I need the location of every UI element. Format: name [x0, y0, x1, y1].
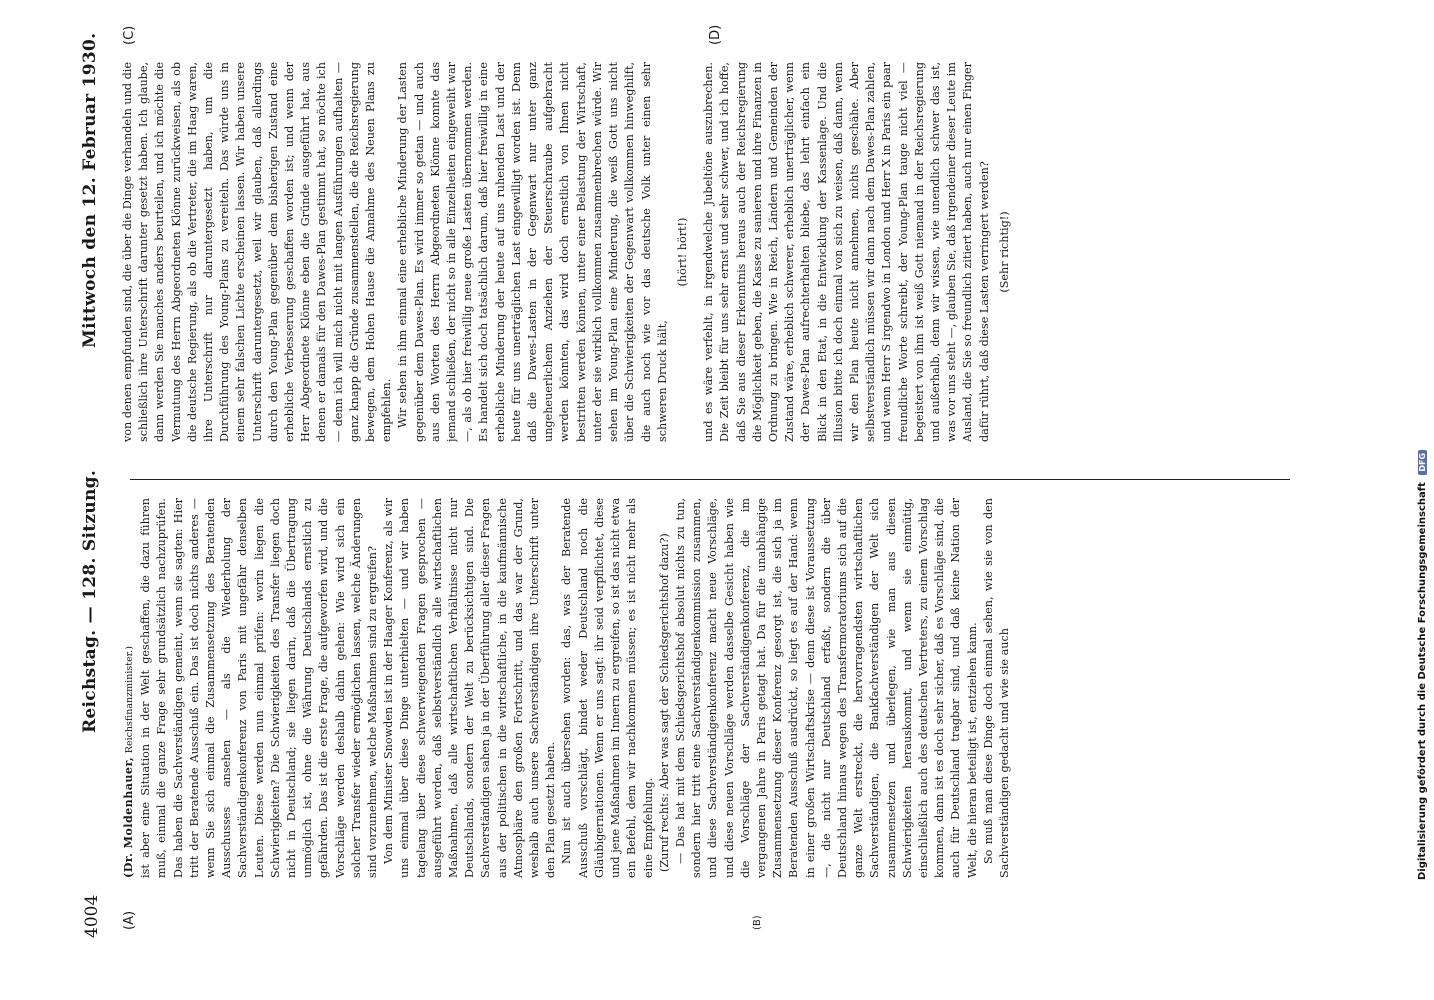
paragraph: und es wäre verfehlt, in irgendwelche Jubeltöne auszubrechen. Die Zeit bleibt für uns sehr ernst und sehr schwer, und ich hoffe, daß Sie aus dieser Erkenntnis heraus auch der Reichsregierung die Möglichkeit geben, die Kasse zu sanieren und ihre Finanzen in Ordnung zu bringen. Wie in Reich, Ländern und Gemeinden der Zustand wäre, erheblich schwerer, erheblich unerträglicher, wenn der Dawes-Plan aufrechterhalten bliebe, das lehrt einfach ein Blick in den Etat, in die Entwicklung der Kassenlage. Und die Illusion bitte ich doch einmal von sich zu weisen, daß dann, wenn wir den Plan heute nicht annehmen, nichts geschähe. Aber selbstverständlich müssen wir dann nach dem Dawes-Plan zahlen, und wenn Herr S irgendwo in London und Herr X in Paris ein paar freundliche Worte schreibt, der Young-Plan tauge nicht viel — begeistert von ihm ist weiß Gott niemand in der Reichsregierung und außerhalb, denn wir wissen, wie unendlich schwer das ist, was vor uns steht —, glauben Sie, daß irgendeiner dieser Leute im Ausland, die Sie so freundlich zitiert haben, auch nur einen Finger dafür rührt, daß diese Lasten verringert werden?: [702, 62, 991, 442]
digitization-credit: [1417, 0, 1431, 880]
interjection: (hört! hört!): [675, 217, 689, 287]
interjection: (Zuruf rechts: Aber was sagt der Schiedsgerichtshof dazu?): [657, 533, 671, 872]
speaker-line: [120, 498, 138, 878]
margin-marker-d: (D): [708, 24, 723, 45]
session-title: Reichstag. — 128. Sitzung.: [80, 469, 100, 733]
column-divider: [130, 479, 1290, 480]
paragraph: — Das hat mit dem Schiedsgerichtshof absolut nichts zu tun, sondern hier tritt eine Sachverständigenkommission zusammen, und diese Sachverständigenkonferenz macht neue Vorschläge, und diese neuen Vorschläge werden dasselbe Gesicht haben wie die Vorschläge der Sachverständigenkonferenz, die im vergangenen Jahre in Paris getagt hat. Da für die unabhängige Zusammensetzung dieser Konferenz gesorgt ist, die sich ja im Beratenden Ausschuß ausdrückt, so liegt es auf der Hand: wenn in einer großen Wirtschaftskrise — denn diese ist Voraussetzung —, die nicht nur Deutschland erfaßt, sondern die über Deutschland hinaus wegen des Transfermoratoriums sich auf die ganze Welt erstreckt, die hervorragendsten wirtschaftlichen Sachverständigen, die Bankfachverständigen der Welt sich zusammensetzen und überlegen, wie man aus diesen Schwierigkeiten herauskommt, und wenn sie einmütig, einschließlich auch des deutschen Vertreters, zu einem Vorschlag kommen, dann ist es doch sehr sicher, daß es Vorschläge sind, die auch für Deutschland tragbar sind, und daß keine Nation der Welt, die hieran beteiligt ist, entziehen kann.: [673, 498, 979, 878]
paragraph: So muß man diese Dinge doch einmal sehen, wie sie von den Sachverständigen gedacht und wie sie auch: [981, 498, 1011, 878]
left-column: [120, 498, 1300, 878]
paragraph: Wir sehen in ihm einmal eine erhebliche Minderung der Lasten gegenüber dem Dawes-Plan. Es wird immer so getan — und auch aus den Worten des Herrn Abgeordneten Klönne konnte das jemand schließen, der nicht so in alle Einzelheiten eingeweiht war —, als ob hier freiwillig neue große Lasten übernommen werden. Es handelt sich doch tatsächlich darum, daß hier freiwillig in eine erhebliche Minderung der heute auf uns ruhenden Last und der heute für uns unerträglichen Last eingewilligt worden ist. Denn daß die Dawes-Lasten in der Gegenwart nur unter ganz ungeheuerlichem Anziehen der Steuerschraube aufgebracht werden könnten, das wird doch ernstlich von Ihnen nicht bestritten werden können, unter einer Belastung der Wirtschaft, unter der sie wirklich vollkommen zusammenbrechen würde. Wir sehen im Young-Plan eine Minderung, die weiß Gott uns nicht über die Schwierigkeiten der Gegenwart vollkommen hinweghilft, die auch noch wie vor das deutsche Volk unter einen sehr schweren Druck hält,: [396, 62, 669, 442]
session-date: Mittwoch den 12. Februar 1930.: [80, 32, 100, 348]
dfg-logo: DFG: [1418, 450, 1427, 475]
right-column: [120, 62, 1300, 442]
paragraph: ist aber eine Situation in der Welt geschaffen, die dazu führen muß, einmal die ganze Frage sehr grundsätzlich nachzuprüfen. Das haben die Sachverständigen gemeint, wenn sie sagten: Hier tritt der Beratende Ausschuß ein. Das ist doch nichts anderes — wenn Sie sich einmal die Zusammensetzung des Beratenden Ausschusses ansehen — als die Wiederholung der Sachverständigenkonferenz von Paris mit ungefähr denselben Leuten. Diese werden nun einmal prüfen: worin liegen die Schwierigkeiten? Die Schwierigkeiten des Transfer liegen doch nicht in Deutschland; sie liegen darin, daß die Übertragung unmöglich ist, ohne die Währung Deutschlands ernstlich zu gefährden. Das ist die erste Frage, die aufgeworfen wird, und die Vorschläge werden deshalb dahin gehen: Wie wird sich ein solcher Transfer wieder ermöglichen lassen, welche Änderungen sind vorzunehmen, welche Maßnahmen sind zu ergreifen?: [139, 498, 380, 878]
margin-marker-c: (C): [122, 25, 137, 45]
page-header: [78, 32, 108, 938]
page-number: 4004: [82, 894, 102, 938]
margin-marker-b: (B): [752, 915, 763, 930]
paragraph: Nun ist auch übersehen worden: das, was der Beratende Ausschuß vorschlägt, bindet weder Deutschland noch die Gläubigernationen. Wenn er uns sagt: ihr seid verpflichtet, diese und jene Maßnahmen im Innern zu ergreifen, so ist das nicht etwa ein Befehl, dem wir nachkommen müssen; es ist nicht mehr als eine Empfehlung.: [560, 498, 655, 878]
paragraph: von denen empfunden sind, die über die Dinge verhandeln und die schließlich ihre Unterschrift darunter gesetzt haben. Ich glaube, dann werden Sie manches anders beurteilen, und ich möchte die Vermutung des Herrn Abgeordneten Klönne zurückweisen, als ob die deutsche Regierung, als ob die Vertreter, die im Haag waren, ihre Unterschrift nur daruntergesetzt haben, um die Durchführung des Young-Plans zu vereiteln. Das würde uns in einem sehr falschen Lichte erscheinen lassen. Wir haben unsere Unterschrift daruntergesetzt, weil wir glauben, daß allerdings durch den Young-Plan gegenüber dem bisherigen Zustand eine erhebliche Verbesserung geschaffen worden ist; und wenn der Herr Abgeordnete Klönne eben die Gründe ausgeführt hat, aus denen er damals für den Dawes-Plan gestimmt hat, so möchte ich — denn ich will mich nicht mit langen Ausführungen aufhalten — ganz knapp die Gründe zusammenstellen, die die Reichsregierung bewegen, dem Hohen Hause die Annahme des Neuen Plans zu empfehlen.: [121, 62, 394, 442]
interjection: (Sehr richtig!): [997, 211, 1011, 293]
margin-marker-a: (A): [122, 910, 137, 930]
speaker-role: Reichsfinanzminister.): [124, 646, 135, 754]
credit-text: Digitalisierung gefördert durch die Deutsche Forschungsgemeinschaft: [1417, 482, 1428, 880]
speaker-name: (Dr. Moldenhauer,: [121, 756, 135, 878]
paragraph: Von dem Minister Snowden ist in der Haager Konferenz, als wir uns einmal über diese Dinge unterhielten — und wir haben tagelang über diese schwerwiegenden Fragen gesprochen — ausgeführt worden, daß selbstverständlich alle wirtschaftlichen Maßnahmen, daß alle wirtschaftlichen Verhältnisse nicht nur Deutschlands, sondern der Welt zu berücksichtigen sind. Die Sachverständigen sahen ja in der Überführung aller dieser Fragen aus der politischen in die wirtschaftliche, in die kaufmännische Atmosphäre den großen Fortschritt, und das war der Grund, weshalb auch unsere Sachverständigen ihre Unterschrift unter den Plan gesetzt haben.: [382, 498, 558, 878]
